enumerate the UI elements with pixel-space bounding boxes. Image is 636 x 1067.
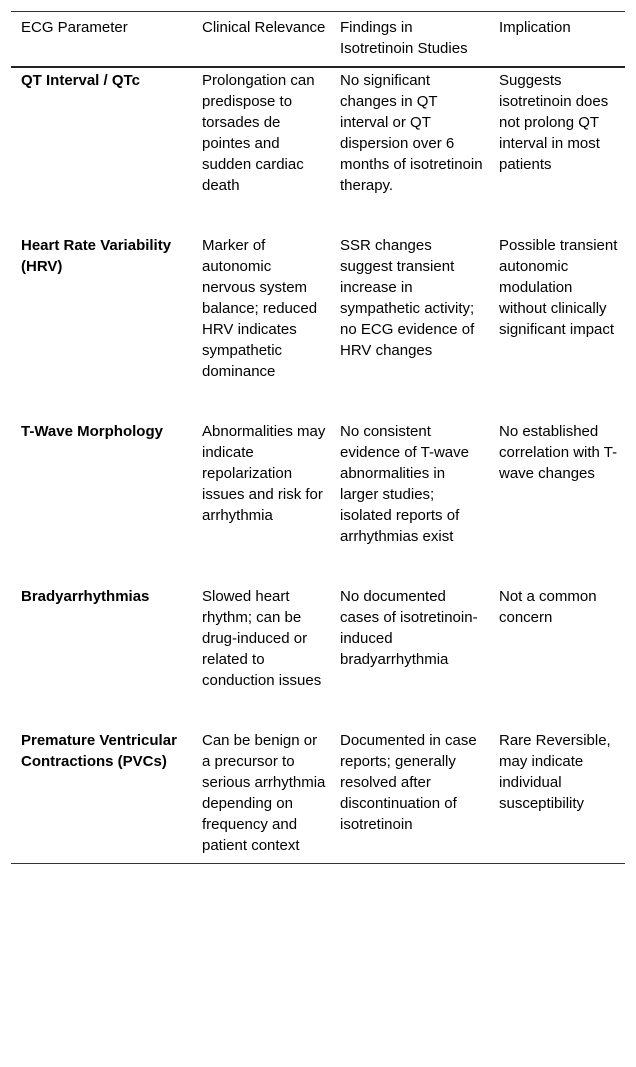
cell-parameter: Premature Ventricular Contractions (PVCs) [21,732,177,770]
cell-findings: SSR changes suggest transient increase in sympathetic activity; no ECG evidence of HRV changes [340,237,475,359]
table-row [11,729,625,864]
cell-implication: Suggests isotretinoin does not prolong QT interval in most patients [499,72,609,173]
cell-findings: No documented cases of isotretinoin-induced bradyarrhythmia [340,588,478,668]
cell-parameter: QT Interval / QTc [21,72,140,89]
table-body [11,67,625,864]
ecg-parameters-table-container [11,11,625,864]
table-row [11,420,625,585]
cell-relevance: Slowed heart rhythm; can be drug-induced or related to conduction issues [202,588,322,689]
header-ecg-parameter: ECG Parameter [21,19,128,36]
cell-relevance: Can be benign or a precursor to serious arrhythmia depending on frequency and patient context [202,732,326,854]
table-row [11,67,625,234]
cell-findings: No consistent evidence of T-wave abnormalities in larger studies; isolated reports of arrhythmias exist [340,423,469,545]
header-row [11,12,625,68]
table-row [11,585,625,729]
cell-implication: Rare Reversible, may indicate individual susceptibility [499,732,611,812]
table-header [11,12,625,68]
cell-relevance: Abnormalities may indicate repolarization issues and risk for arrhythmia [202,423,326,524]
cell-implication: Possible transient autonomic modulation without clinically significant impact [499,237,618,338]
ecg-parameters-table [11,11,625,864]
cell-implication: Not a common concern [499,588,597,626]
cell-parameter: T-Wave Morphology [21,423,163,440]
header-implication: Implication [499,19,571,36]
cell-parameter: Heart Rate Variability (HRV) [21,237,172,275]
header-clinical-relevance: Clinical Relevance [202,19,326,36]
cell-findings: No significant changes in QT interval or QT dispersion over 6 months of isotretinoin therapy. [340,72,483,194]
cell-implication: No established correlation with T-wave changes [499,423,618,482]
cell-parameter: Bradyarrhythmias [21,588,150,605]
header-findings: Findings in Isotretinoin Studies [340,19,468,57]
cell-relevance: Prolongation can predispose to torsades de pointes and sudden cardiac death [202,72,315,194]
table-row [11,234,625,420]
cell-relevance: Marker of autonomic nervous system balance; reduced HRV indicates sympathetic dominance [202,237,318,380]
cell-findings: Documented in case reports; generally resolved after discontinuation of isotretinoin [340,732,477,833]
